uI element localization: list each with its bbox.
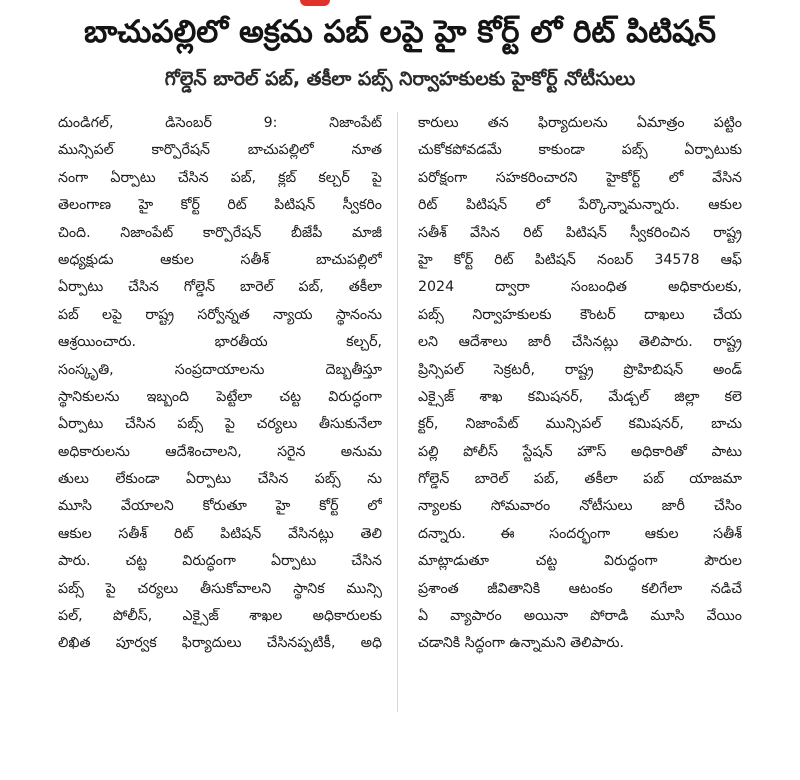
body-line: న్యాలకు సోమవారం నోటీసులు జారీ చేసిం	[418, 498, 742, 515]
body-line: రిట్ పిటిషన్ లో పేర్కొన్నామన్నారు. ఆకుల	[418, 197, 742, 214]
right-column	[418, 110, 742, 658]
body-line: ప్రశాంత జీవితానికి ఆటంకం కలిగేలా నడిచే	[418, 580, 742, 597]
body-line: ప్రిన్సిపల్ సెక్రటరీ, రాష్ట్ర ప్రొహిబిషన్ అండ్	[418, 361, 742, 378]
body-line: పబ్స్ నిర్వాహకులకు కౌంటర్ దాఖలు చేయ	[418, 306, 742, 323]
column-divider	[397, 112, 398, 712]
body-line: ఏ వ్యాపారం అయినా పోరాడి మూసి వేయిం	[418, 608, 742, 625]
body-line: నంగా ఏర్పాటు చేసిన పబ్, క్లబ్ కల్చర్ పై	[58, 169, 382, 186]
body-line: ఏర్పాటు చేసిన గోల్డెన్ బారెల్ పబ్, తకీలా	[58, 279, 382, 296]
body-line: లని ఆదేశాలు జారీ చేసినట్లు తెలిపారు. రాష్ట్ర	[418, 334, 742, 351]
body-line: హై కోర్ట్ రిట్ పిటిషన్ నంబర్ 34578 ఆఫ్	[418, 251, 742, 268]
body-line: మున్సిపల్ కార్పొరేషన్ బాచుపల్లిలో నూత	[58, 142, 382, 159]
body-line: 2024 ద్వారా సంబంధిత అధికారులకు,	[418, 279, 742, 296]
body-line: పల్లి పోలీస్ స్టేషన్ హౌస్ అధికారితో పాటు	[418, 443, 742, 460]
left-column	[58, 110, 382, 658]
body-line: లిఖిత పూర్వక ఫిర్యాదులు చేసినప్పటికీ, అధి	[58, 635, 382, 652]
body-line: మూసి వేయాలని కోరుతూ హై కోర్ట్ లో	[58, 498, 382, 515]
body-line: ఎక్సైజ్ శాఖ కమిషనర్, మేడ్చల్ జిల్లా కలె	[418, 388, 742, 405]
body-line: అధికారులను ఆదేశించాలని, సరైన అనుమ	[58, 443, 382, 460]
body-line: తెలంగాణ హై కోర్ట్ రిట్ పిటిషన్ స్వీకరిం	[58, 197, 382, 214]
body-line: దుండిగల్, డిసెంబర్ 9: నిజాంపేట్	[58, 115, 382, 131]
body-line: కారులు తన ఫిర్యాదులను ఏమాత్రం పట్టిం	[418, 115, 742, 131]
body-line: సంస్కృతి, సంప్రదాయాలను దెబ్బతీస్తూ	[58, 361, 382, 378]
top-decoration	[300, 0, 330, 6]
body-line: పల్, పోలీస్, ఎక్సైజ్ శాఖల అధికారులకు	[58, 608, 382, 625]
body-line: అధ్యక్షుడు ఆకుల సతీశ్ బాచుపల్లిలో	[58, 251, 382, 268]
body-line: చుకోకపోవడమే కాకుండా పబ్స్ ఏర్పాటుకు	[418, 142, 742, 159]
body-line: పబ్స్ పై చర్యలు తీసుకోవాలని స్థానిక మున్సి	[58, 580, 382, 597]
body-line: సతీశ్ వేసిన రిట్ పిటిషన్ స్వీకరించిన రాష్ట్ర	[418, 224, 742, 241]
headline: బాచుపల్లిలో అక్రమ పబ్ లపై హై కోర్ట్ లో రిట్ పిటిషన్	[83, 14, 716, 50]
body-line: గోల్డెన్ బారెల్ పబ్, తకీలా పబ్ యాజమా	[418, 471, 742, 488]
subheadline: గోల్డెన్ బారెల్ పబ్, తకీలా పబ్స్ నిర్వాహకులకు హైకోర్ట్ నోటీసులు	[164, 68, 636, 90]
body-line: ఏర్పాటు చేసిన పబ్స్ పై చర్యలు తీసుకునేలా	[58, 416, 382, 433]
body-line: దన్నారు. ఈ సందర్భంగా ఆకుల సతీశ్	[418, 525, 742, 542]
body-line: పారు. చట్ట విరుద్ధంగా ఏర్పాటు చేసిన	[58, 553, 382, 570]
body-line: ఆశ్రయించారు. భారతీయ కల్చర్,	[58, 334, 382, 351]
body-line: స్థానికులను ఇబ్బంది పెట్టేలా చట్ట విరుద్ధంగా	[58, 388, 382, 405]
body-line: పరోక్షంగా సహకరించారని హైకోర్ట్ లో వేసిన	[418, 169, 742, 186]
body-line: మాట్లాడుతూ చట్ట విరుద్ధంగా పౌరుల	[418, 553, 742, 570]
body-line: ఆకుల సతీశ్ రిట్ పిటిషన్ వేసినట్లు తెలి	[58, 525, 382, 542]
body-line: చింది. నిజాంపేట్ కార్పొరేషన్ బీజేపీ మాజీ	[58, 224, 382, 241]
body-line: పబ్ లపై రాష్ట్ర సర్వోన్నత న్యాయ స్థానంను	[58, 306, 382, 323]
body-line: చడానికి సిద్ధంగా ఉన్నామని తెలిపారు.	[418, 635, 625, 652]
body-line: తులు లేకుండా ఏర్పాటు చేసిన పబ్స్ ను	[58, 471, 382, 488]
body-line: క్టర్, నిజాంపేట్ మున్సిపల్ కమిషనర్, బాచు	[418, 416, 742, 433]
